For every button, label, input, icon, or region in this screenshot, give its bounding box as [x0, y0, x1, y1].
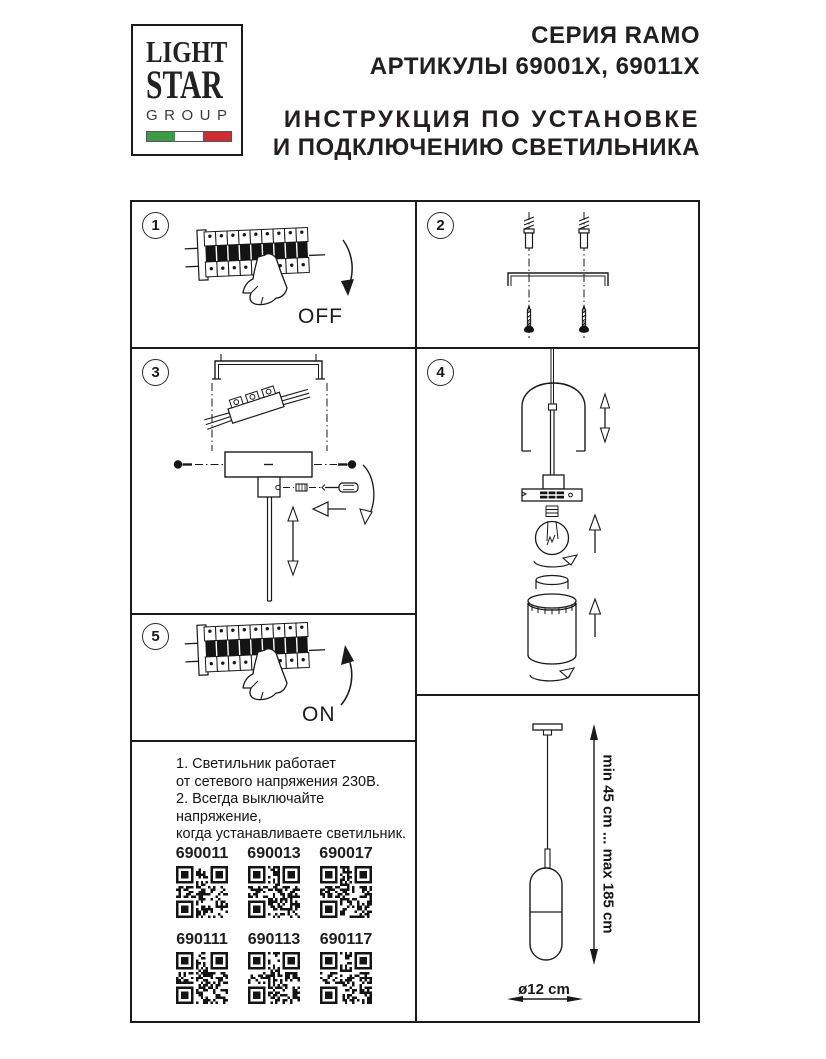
- logo-word-star: STAR: [146, 62, 223, 107]
- article-label: 690111: [176, 931, 228, 948]
- logo-word-group: GROUP: [146, 107, 234, 124]
- articles-title: АРТИКУЛЫ 69001X, 69011X: [369, 53, 700, 80]
- step5-panel-breaker-on: [132, 615, 415, 740]
- flag-white: [175, 132, 203, 141]
- note-line: от сетевого напряжения 230В.: [176, 773, 380, 790]
- breaker-off-diagram: [132, 202, 415, 347]
- article-label: 690013: [247, 845, 301, 862]
- on-label: ON: [302, 703, 336, 726]
- step1-number: 1: [142, 212, 169, 239]
- italian-flag-bar: [146, 131, 232, 142]
- series-title: СЕРИЯ RAMO: [531, 22, 700, 49]
- note-line: когда устанавливаете светильник.: [176, 826, 407, 842]
- lamp-assembly-diagram: [417, 349, 698, 694]
- qr-code: [320, 952, 372, 1004]
- breaker-on-diagram: [132, 615, 415, 740]
- flag-green: [147, 132, 175, 141]
- qr-code: [176, 866, 228, 918]
- step3-panel-canopy-wiring: [132, 349, 415, 613]
- step5-number: 5: [142, 623, 169, 650]
- step1-panel-breaker-off: [132, 202, 415, 347]
- step2-panel-anchors: [417, 202, 698, 347]
- pendant-dimensions-diagram: [417, 696, 698, 1021]
- step3-number: 3: [142, 359, 169, 386]
- canopy-wiring-diagram: [132, 349, 415, 613]
- notes-qr-panel: [132, 742, 415, 1021]
- anchors-bracket-diagram: [417, 202, 698, 347]
- article-label: 690113: [247, 931, 301, 948]
- height-range-label: min 45 cm ... max 185 cm: [599, 754, 617, 934]
- article-label: 690017: [319, 845, 373, 862]
- step4-number: 4: [427, 359, 454, 386]
- qr-code: [248, 952, 300, 1004]
- qr-code: [176, 952, 228, 1004]
- safety-notes: [176, 756, 408, 844]
- instruction-title-line2: И ПОДКЛЮЧЕНИЮ СВЕТИЛЬНИКА: [272, 134, 700, 161]
- document-title-block: [273, 20, 700, 162]
- pendant-dimensions-panel: [417, 696, 698, 1021]
- lightstar-logo: [131, 24, 243, 156]
- instruction-title-line1: ИНСТРУКЦИЯ ПО УСТАНОВКЕ: [283, 106, 700, 133]
- step2-number: 2: [427, 212, 454, 239]
- flag-red: [203, 132, 231, 141]
- note-line: 2. Всегда выключайте напряжение,: [176, 791, 325, 825]
- article-label: 690117: [319, 931, 373, 948]
- qr-code: [320, 866, 372, 918]
- article-label: 690011: [175, 845, 229, 862]
- qr-code: [248, 866, 300, 918]
- instruction-grid: [130, 200, 700, 1023]
- off-label: OFF: [298, 305, 343, 328]
- note-line: 1. Светильник работает: [176, 756, 336, 772]
- diameter-label: ø12 cm: [518, 981, 570, 998]
- step4-panel-assembly: [417, 349, 698, 694]
- logo-word-light: LIGHT: [146, 34, 228, 69]
